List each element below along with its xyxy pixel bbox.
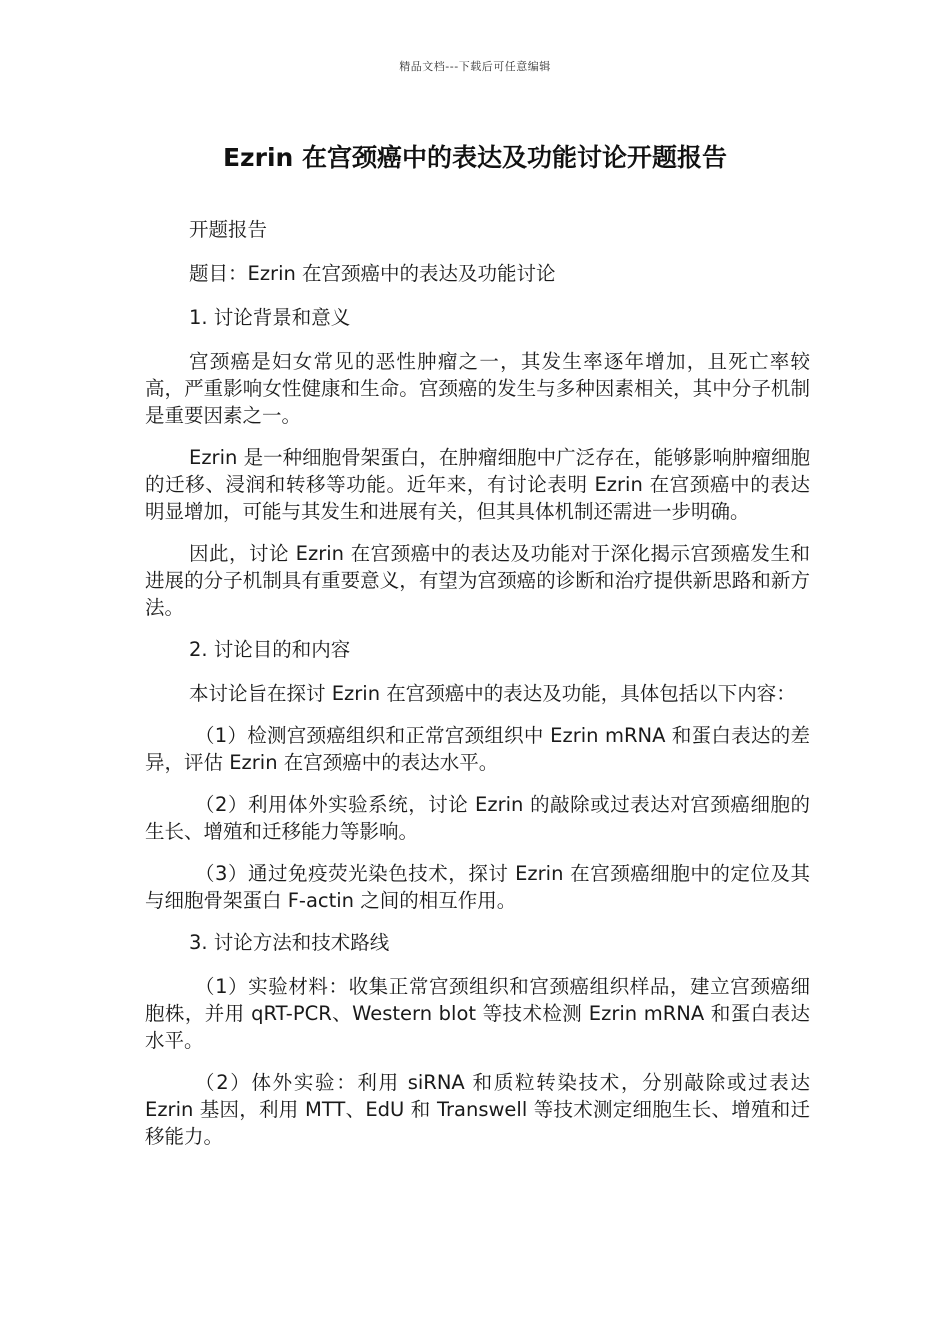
body-paragraph: 宫颈癌是妇女常见的恶性肿瘤之一，其发生率逐年增加，且死亡率较高，严重影响女性健康和生命。宫颈癌的发生与多种因素相关，其中分子机制是重要因素之一。	[145, 350, 810, 427]
list-item: （1）实验材料：收集正常宫颈组织和宫颈癌组织样品，建立宫颈癌细胞株，并用 qRT-PCR、Western blot 等技术检测 Ezrin mRNA 和蛋白表达水平。	[145, 975, 810, 1052]
body-paragraph: 因此，讨论 Ezrin 在宫颈癌中的表达及功能对于深化揭示宫颈癌发生和进展的分子机制具有重要意义，有望为宫颈癌的诊断和治疗提供新思路和新方法。	[145, 542, 810, 619]
section-heading-objectives: 2. 讨论目的和内容	[189, 638, 351, 661]
body-paragraph: 本讨论旨在探讨 Ezrin 在宫颈癌中的表达及功能，具体包括以下内容：	[189, 682, 796, 705]
document-body	[145, 216, 810, 1165]
list-item: （3）通过免疫荧光染色技术，探讨 Ezrin 在宫颈癌细胞中的定位及其与细胞骨架蛋白 F-actin 之间的相互作用。	[145, 862, 810, 912]
list-item: （1）检测宫颈癌组织和正常宫颈组织中 Ezrin mRNA 和蛋白表达的差异，评估 Ezrin 在宫颈癌中的表达水平。	[145, 724, 810, 774]
header-note: 精品文档---下载后可任意编辑	[399, 60, 551, 73]
list-item: （2）体外实验：利用 siRNA 和质粒转染技术，分别敲除或过表达 Ezrin 基因，利用 MTT、EdU 和 Transwell 等技术测定细胞生长、增殖和迁移能力。	[145, 1071, 810, 1148]
document-title: Ezrin 在宫颈癌中的表达及功能讨论开题报告	[222, 143, 728, 172]
report-label: 开题报告	[189, 218, 268, 241]
list-item: （2）利用体外实验系统，讨论 Ezrin 的敲除或过表达对宫颈癌细胞的生长、增殖和迁移能力等影响。	[145, 793, 810, 843]
section-heading-methods: 3. 讨论方法和技术路线	[189, 931, 390, 954]
section-heading-background: 1. 讨论背景和意义	[189, 306, 351, 329]
body-paragraph: Ezrin 是一种细胞骨架蛋白，在肿瘤细胞中广泛存在，能够影响肿瘤细胞的迁移、浸润和转移等功能。近年来，有讨论表明 Ezrin 在宫颈癌中的表达明显增加，可能与其发生和进展有关，但其具体机制还需进一步明确。	[145, 446, 810, 523]
topic-line: 题目：Ezrin 在宫颈癌中的表达及功能讨论	[189, 262, 556, 285]
